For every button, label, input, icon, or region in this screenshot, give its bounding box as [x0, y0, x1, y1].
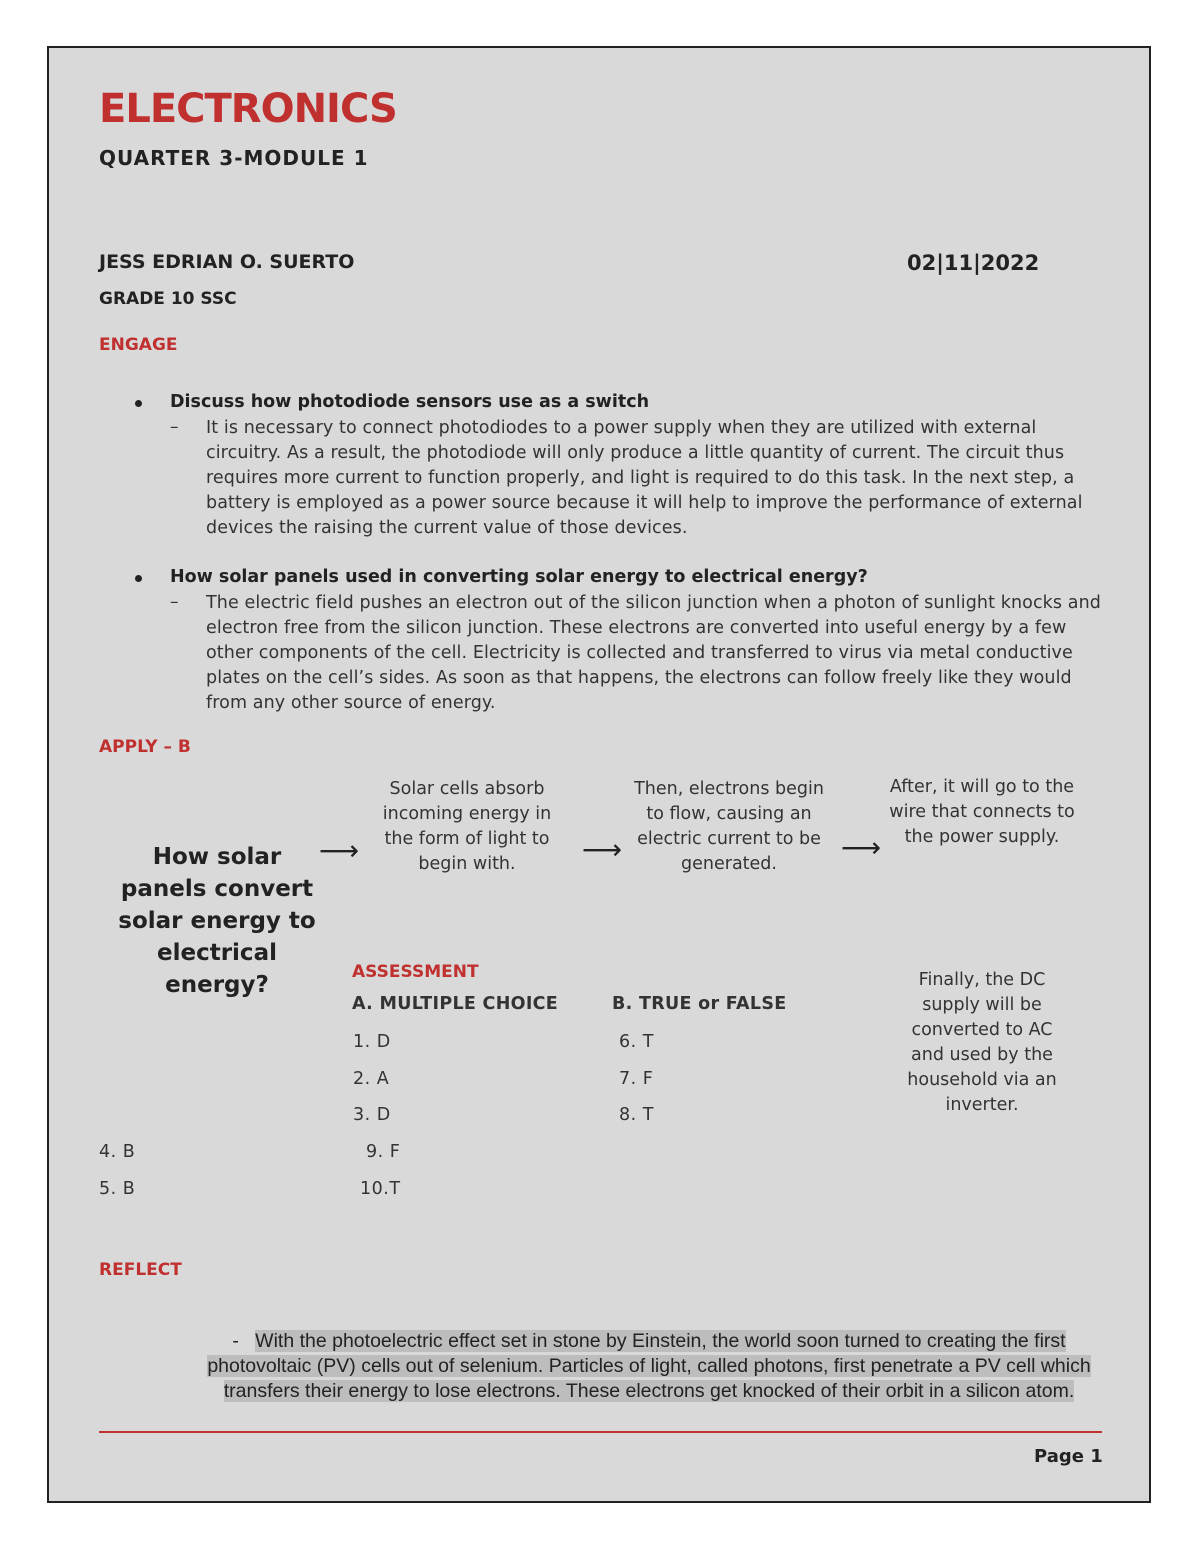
reflect-text: With the photoelectric effect set in stone by Einstein, the world soon turned to creating the first photovoltaic (PV) cells out of selenium. Particles of light, called photons, first penetrate a PV cell which transfers their energy to lose electrons. These electrons get knocked of their orbit in a silicon atom.	[207, 1330, 1091, 1402]
engage-answer-2: The electric field pushes an electron out of the silicon junction when a photon of sunlight knocks and electron free from the silicon junction. These electrons are converted into useful energy by a few other components of the cell. Electricity is collected and transferred to virus via metal conductive plates on the cell’s sides. As soon as that happens, the electrons can follow freely like they would from any other source of energy.	[206, 593, 1102, 713]
tf-answer: 7. F	[619, 1069, 654, 1089]
reflect-paragraph	[189, 1329, 1109, 1404]
multiple-choice-heading: A. MULTIPLE CHOICE	[352, 994, 559, 1014]
mc-answer: 1. D	[353, 1032, 391, 1052]
document-title: ELECTRONICS	[99, 86, 397, 132]
tf-answer: 9. F	[366, 1142, 401, 1162]
student-name: JESS EDRIAN O. SUERTO	[99, 251, 355, 273]
mc-answer: 3. D	[353, 1105, 391, 1125]
flow-step-3: After, it will go to the wire that connects to the power supply.	[889, 777, 1075, 847]
apply-question: How solar panels convert solar energy to electrical energy?	[118, 844, 316, 998]
tf-answer: 6. T	[619, 1032, 654, 1052]
page-number: Page 1	[1034, 1446, 1103, 1467]
bullet-icon	[135, 400, 142, 407]
mc-answer: 2. A	[353, 1069, 390, 1089]
flow-step-4: Finally, the DC supply will be converted to AC and used by the household via an inverter.	[907, 970, 1057, 1115]
tf-answer: 10.T	[360, 1179, 401, 1199]
reflect-heading: REFLECT	[99, 1260, 182, 1280]
engage-answer-1: It is necessary to connect photodiodes to a power supply when they are utilized with external circuitry. As a result, the photodiode will only produce a little quantity of current. The circuit thus requires more current to function properly, and light is required to do this task. In the next step, a battery is employed as a power source because it will help to improve the performance of external devices the raising the current value of those devices.	[206, 418, 1083, 538]
arrow-icon: ⟶	[841, 831, 882, 864]
dash-marker: –	[170, 592, 179, 612]
assessment-heading: ASSESSMENT	[352, 962, 479, 982]
engage-heading: ENGAGE	[99, 335, 178, 355]
arrow-icon: ⟶	[582, 833, 623, 866]
mc-answer: 4. B	[99, 1142, 136, 1162]
engage-question-1: Discuss how photodiode sensors use as a switch	[170, 392, 650, 412]
bullet-icon	[135, 575, 142, 582]
footer-rule	[99, 1431, 1102, 1433]
dash-marker: -	[232, 1330, 239, 1352]
true-false-heading: B. TRUE or FALSE	[612, 994, 787, 1014]
flow-step-2: Then, electrons begin to flow, causing an electric current to be generated.	[634, 779, 824, 874]
dash-marker: –	[170, 417, 179, 437]
document-date: 02|11|2022	[907, 251, 1040, 275]
apply-heading: APPLY – B	[99, 737, 191, 757]
tf-answer: 8. T	[619, 1105, 654, 1125]
flow-step-1: Solar cells absorb incoming energy in the form of light to begin with.	[382, 779, 552, 874]
document-page	[47, 46, 1151, 1503]
mc-answer: 5. B	[99, 1179, 136, 1199]
arrow-icon: ⟶	[319, 834, 360, 867]
student-grade: GRADE 10 SSC	[99, 289, 237, 309]
engage-question-2: How solar panels used in converting solar energy to electrical energy?	[170, 567, 868, 587]
document-subtitle: QUARTER 3-MODULE 1	[99, 146, 369, 170]
